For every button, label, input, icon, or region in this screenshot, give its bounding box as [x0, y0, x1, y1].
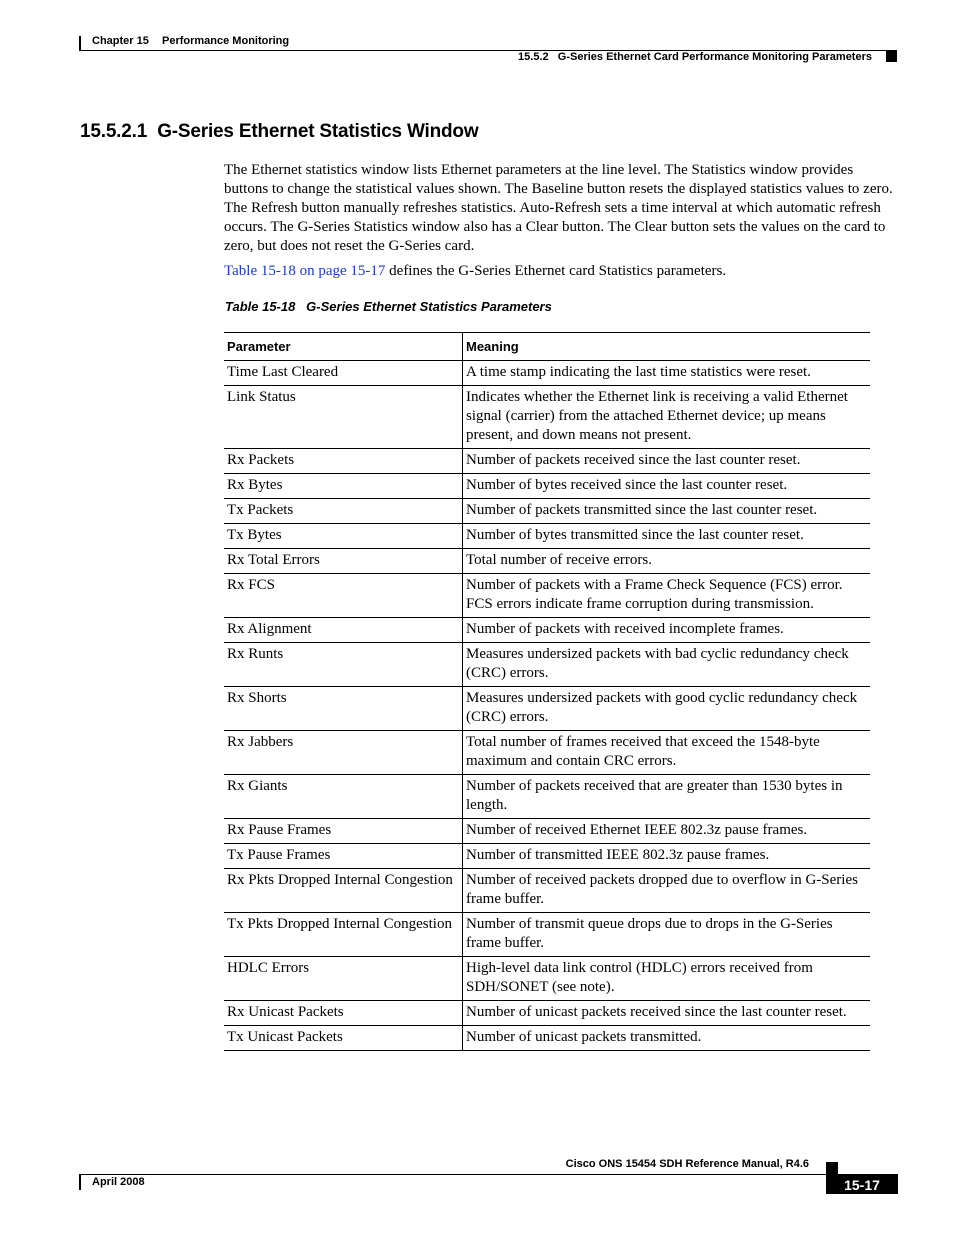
- meaning-cell: Number of packets with received incomplete frames.: [463, 618, 871, 643]
- meaning-cell: A time stamp indicating the last time statistics were reset.: [463, 361, 871, 386]
- parameter-cell: Tx Pkts Dropped Internal Congestion: [224, 913, 463, 957]
- meaning-cell: Number of received packets dropped due to overflow in G-Series frame buffer.: [463, 869, 871, 913]
- table-row: [224, 386, 870, 449]
- meaning-cell: Number of unicast packets transmitted.: [463, 1026, 871, 1051]
- table-row: [224, 687, 870, 731]
- parameter-cell: Rx FCS: [224, 574, 463, 618]
- table-header-row: [224, 333, 870, 361]
- footer-manual-title: Cisco ONS 15454 SDH Reference Manual, R4.6: [565, 1158, 809, 1170]
- table-row: [224, 361, 870, 386]
- meaning-cell: Number of transmitted IEEE 802.3z pause frames.: [463, 844, 871, 869]
- table-row: [224, 643, 870, 687]
- parameter-cell: Rx Total Errors: [224, 549, 463, 574]
- table-row: [224, 869, 870, 913]
- table-reference-paragraph: [224, 262, 900, 281]
- parameter-cell: Rx Bytes: [224, 474, 463, 499]
- table-reference-text: defines the G-Series Ethernet card Statistics parameters.: [385, 263, 727, 279]
- meaning-cell: Number of received Ethernet IEEE 802.3z pause frames.: [463, 819, 871, 844]
- meaning-cell: Number of bytes received since the last counter reset.: [463, 474, 871, 499]
- parameter-cell: Tx Pause Frames: [224, 844, 463, 869]
- parameter-cell: Rx Shorts: [224, 687, 463, 731]
- meaning-cell: Number of packets received that are greater than 1530 bytes in length.: [463, 775, 871, 819]
- table-cross-reference-link[interactable]: Table 15-18 on page 15-17: [224, 263, 386, 279]
- column-header-meaning: Meaning: [463, 333, 871, 361]
- table-row: [224, 449, 870, 474]
- meaning-cell: Indicates whether the Ethernet link is receiving a valid Ethernet signal (carrier) from the attached Ethernet device; up means present, and down means not present.: [463, 386, 871, 449]
- header-left-bar: [79, 36, 81, 51]
- footer-page-box-tab: [826, 1162, 838, 1174]
- meaning-cell: High-level data link control (HDLC) errors received from SDH/SONET (see note).: [463, 957, 871, 1001]
- meaning-cell: Total number of frames received that exceed the 1548-byte maximum and contain CRC errors.: [463, 731, 871, 775]
- header-chapter-label: Chapter 15: [92, 35, 149, 47]
- table-body: [224, 361, 870, 1051]
- table-row: [224, 524, 870, 549]
- parameter-cell: Rx Jabbers: [224, 731, 463, 775]
- table-caption: Table 15-18 G-Series Ethernet Statistics Parameters: [225, 299, 552, 314]
- header-marker-square: [886, 51, 897, 62]
- parameter-cell: Rx Packets: [224, 449, 463, 474]
- table-row: [224, 499, 870, 524]
- meaning-cell: Number of unicast packets received since the last counter reset.: [463, 1001, 871, 1026]
- column-header-parameter: Parameter: [224, 333, 463, 361]
- table-row: [224, 474, 870, 499]
- header-chapter-title: Performance Monitoring: [162, 35, 290, 47]
- table-row: [224, 1001, 870, 1026]
- section-heading: 15.5.2.1 G-Series Ethernet Statistics Window: [80, 121, 479, 142]
- meaning-cell: Measures undersized packets with bad cyclic redundancy check (CRC) errors.: [463, 643, 871, 687]
- parameter-cell: Rx Giants: [224, 775, 463, 819]
- table-row: [224, 844, 870, 869]
- parameter-cell: Tx Packets: [224, 499, 463, 524]
- table-row: [224, 775, 870, 819]
- meaning-cell: Number of packets transmitted since the last counter reset.: [463, 499, 871, 524]
- statistics-parameters-table: [224, 332, 870, 1051]
- parameter-cell: Rx Unicast Packets: [224, 1001, 463, 1026]
- meaning-cell: Number of transmit queue drops due to drops in the G-Series frame buffer.: [463, 913, 871, 957]
- footer-rule: [79, 1174, 826, 1175]
- parameter-cell: Rx Runts: [224, 643, 463, 687]
- header-section-title: 15.5.2 G-Series Ethernet Card Performance Monitoring Parameters: [518, 51, 872, 63]
- meaning-cell: Number of bytes transmitted since the last counter reset.: [463, 524, 871, 549]
- parameter-cell: Tx Unicast Packets: [224, 1026, 463, 1051]
- table-row: [224, 1026, 870, 1051]
- table-row: [224, 913, 870, 957]
- parameter-cell: Rx Pkts Dropped Internal Congestion: [224, 869, 463, 913]
- meaning-cell: Number of packets received since the last counter reset.: [463, 449, 871, 474]
- table-row: [224, 819, 870, 844]
- table-row: [224, 549, 870, 574]
- intro-paragraph: The Ethernet statistics window lists Ethernet parameters at the line level. The Statistics window provides buttons to change the statistical values shown. The Baseline button resets the displayed statistics values to zero. The Refresh button manually refreshes statistics. Auto-Refresh sets a time interval at which automatic refresh occurs. The G-Series Statistics window also has a Clear button. The Clear button sets the values on the card to zero, but does not reset the G-Series card.: [224, 162, 893, 254]
- meaning-cell: Number of packets with a Frame Check Sequence (FCS) error. FCS errors indicate frame corruption during transmission.: [463, 574, 871, 618]
- footer-left-bar: [79, 1174, 81, 1190]
- parameter-cell: Rx Alignment: [224, 618, 463, 643]
- table-row: [224, 618, 870, 643]
- meaning-cell: Total number of receive errors.: [463, 549, 871, 574]
- parameter-cell: Time Last Cleared: [224, 361, 463, 386]
- table-row: [224, 731, 870, 775]
- table-row: [224, 574, 870, 618]
- meaning-cell: Measures undersized packets with good cyclic redundancy check (CRC) errors.: [463, 687, 871, 731]
- parameter-cell: HDLC Errors: [224, 957, 463, 1001]
- parameter-cell: Rx Pause Frames: [224, 819, 463, 844]
- footer-date: April 2008: [92, 1176, 145, 1188]
- parameter-cell: Tx Bytes: [224, 524, 463, 549]
- table-row: [224, 957, 870, 1001]
- footer-page-number: 15-17: [826, 1174, 898, 1194]
- parameter-cell: Link Status: [224, 386, 463, 449]
